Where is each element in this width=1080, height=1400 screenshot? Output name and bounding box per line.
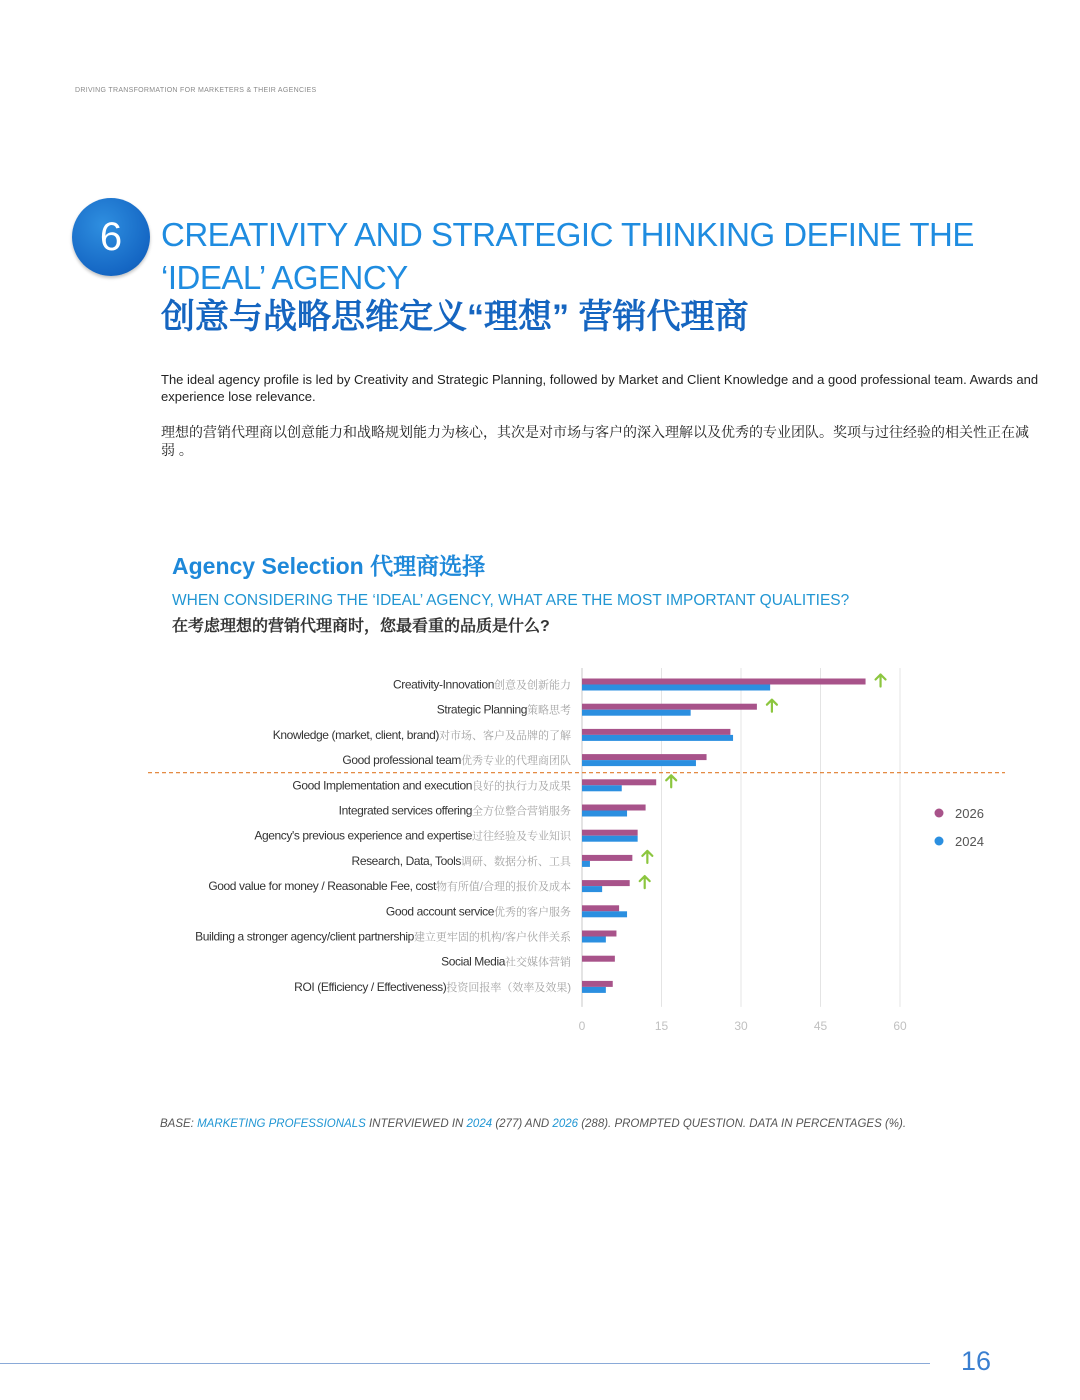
category-label-cn: 优秀专业的代理商团队 xyxy=(461,755,571,768)
increase-arrow-icon xyxy=(876,675,886,687)
category-label-en: Research, Data, Tools xyxy=(351,853,461,868)
bar-2026 xyxy=(582,805,646,811)
bar-2026 xyxy=(582,855,632,861)
bar-2026 xyxy=(582,931,616,937)
increase-arrow-icon xyxy=(767,700,777,712)
category-label xyxy=(292,778,571,792)
category-label-cn: 策略思考 xyxy=(527,704,571,717)
category-label xyxy=(342,753,571,767)
bar-2026 xyxy=(582,679,866,685)
category-label-en: Creativity-Innovation xyxy=(393,677,494,692)
bar-2024 xyxy=(582,861,590,867)
footnote-mid-2: (277) AND xyxy=(492,1118,553,1130)
chart-question-en: WHEN CONSIDERING THE ‘IDEAL’ AGENCY, WHAT ARE THE MOST IMPORTANT QUALITIES? xyxy=(172,592,850,609)
bar-2024 xyxy=(582,785,622,791)
category-label-cn: 社交媒体营销 xyxy=(505,956,571,969)
footnote-highlight-2024: 2024 xyxy=(466,1118,493,1130)
category-label-cn: 物有所值/合理的报价及成本 xyxy=(435,881,571,894)
footnote-mid-1: INTERVIEWED IN xyxy=(365,1118,467,1130)
bar-2024 xyxy=(582,836,638,842)
category-label-en: ROI (Efficiency / Effectiveness) xyxy=(294,979,447,994)
bar-2026 xyxy=(582,754,707,760)
legend-label-2024: 2024 xyxy=(955,834,984,849)
bar-2024 xyxy=(582,760,696,766)
legend-marker-2024 xyxy=(935,837,944,846)
bar-2024 xyxy=(582,911,627,917)
category-label-en: Good Implementation and execution xyxy=(292,778,472,793)
section-title-cn: 创意与战略思维定义“理想” 营销代理商 xyxy=(161,298,749,336)
bar-2024 xyxy=(582,710,691,716)
bar-2024 xyxy=(582,811,627,817)
bar-2026 xyxy=(582,905,619,911)
bar-2024 xyxy=(582,987,606,993)
category-label-cn: 对市场、客户及品牌的了解 xyxy=(439,729,571,742)
footnote-suffix: (288). PROMPTED QUESTION. DATA IN PERCENTAGES (%). xyxy=(578,1118,907,1130)
category-label xyxy=(339,804,571,818)
category-label-cn: 创意及创新能力 xyxy=(494,679,571,692)
bar-2026 xyxy=(582,830,638,836)
category-label-en: Good value for money / Reasonable Fee, cost xyxy=(208,879,436,894)
bar-2026 xyxy=(582,956,615,962)
bar-2024 xyxy=(582,886,602,892)
legend-marker-2026 xyxy=(935,809,944,818)
category-label xyxy=(437,703,571,717)
footnote-prefix: BASE: xyxy=(160,1118,198,1130)
category-label-cn: 建立更牢固的机构/客户伙伴关系 xyxy=(413,931,571,944)
increase-arrow-icon xyxy=(666,775,676,787)
intro-paragraph-en: The ideal agency profile is led by Creativity and Strategic Planning, followed by Market and Client Knowledge and a good professional team. Awards and experience lose relevance. xyxy=(161,372,1039,404)
bar-2026 xyxy=(582,779,656,785)
category-label-en: Good account service xyxy=(385,904,494,919)
intro-paragraph-cn: 理想的营销代理商以创意能力和战略规划能力为核心，其次是对市场与客户的深入理解以及优秀的专业团队。奖项与过往经验的相关性正在减弱 。 xyxy=(161,424,1029,458)
category-label xyxy=(273,728,571,742)
bar-2024 xyxy=(582,735,733,741)
category-label-en: Agency's previous experience and expertise xyxy=(254,828,472,843)
bar-2026 xyxy=(582,729,730,735)
chart-question-cn: 在考虑理想的营销代理商时，您最看重的品质是什么? xyxy=(172,618,550,635)
section-title-en: CREATIVITY AND STRATEGIC THINKING DEFINE THE ‘IDEAL’ AGENCY xyxy=(161,216,974,296)
header-tagline: DRIVING TRANSFORMATION FOR MARKETERS & THEIR AGENCIES xyxy=(75,87,317,94)
category-label xyxy=(208,879,571,893)
bar-2026 xyxy=(582,704,757,710)
category-label-en: Knowledge (market, client, brand) xyxy=(272,727,439,742)
category-label-en: Building a stronger agency/client partnership xyxy=(195,929,414,944)
agency-qualities-bar-chart xyxy=(0,660,1080,1040)
category-label-cn: 调研、数据分析、工具 xyxy=(461,855,571,868)
category-label-en: Integrated services offering xyxy=(338,803,472,818)
category-label-en: Strategic Planning xyxy=(436,702,527,717)
x-tick-label: 0 xyxy=(578,1018,586,1033)
bar-2024 xyxy=(582,937,606,943)
base-footnote xyxy=(160,1118,906,1130)
increase-arrow-icon xyxy=(642,851,652,863)
chart-title: Agency Selection 代理商选择 xyxy=(172,553,486,579)
category-label-cn: 投资回报率（效率及效果) xyxy=(446,981,571,994)
footnote-highlight-professionals: MARKETING PROFESSIONALS xyxy=(197,1118,366,1130)
category-label xyxy=(441,955,571,969)
category-label xyxy=(294,980,571,994)
footer-divider xyxy=(0,1363,930,1364)
x-tick-label: 45 xyxy=(813,1018,828,1033)
page-number: 16 xyxy=(961,1346,992,1376)
x-tick-label: 15 xyxy=(654,1018,669,1033)
category-label-cn: 全方位整合营销服务 xyxy=(472,805,571,818)
bar-2026 xyxy=(582,981,613,987)
bar-2026 xyxy=(582,880,630,886)
category-label xyxy=(254,829,572,843)
category-label-cn: 过往经验及专业知识 xyxy=(472,830,571,843)
increase-arrow-icon xyxy=(640,876,650,888)
legend-label-2026: 2026 xyxy=(955,806,984,821)
category-label xyxy=(386,904,571,918)
section-number-badge: 6 xyxy=(72,198,150,276)
footnote-highlight-2026: 2026 xyxy=(552,1118,579,1130)
category-label xyxy=(393,678,571,692)
category-label-en: Good professional team xyxy=(342,753,461,768)
bar-2024 xyxy=(582,685,770,691)
category-label xyxy=(195,930,571,944)
category-label-cn: 优秀的客户服务 xyxy=(494,906,571,919)
x-tick-label: 30 xyxy=(734,1018,748,1033)
category-label xyxy=(352,854,572,868)
category-label-en: Social Media xyxy=(441,954,505,969)
x-tick-label: 60 xyxy=(893,1018,907,1033)
category-label-cn: 良好的执行力及成果 xyxy=(472,780,571,793)
